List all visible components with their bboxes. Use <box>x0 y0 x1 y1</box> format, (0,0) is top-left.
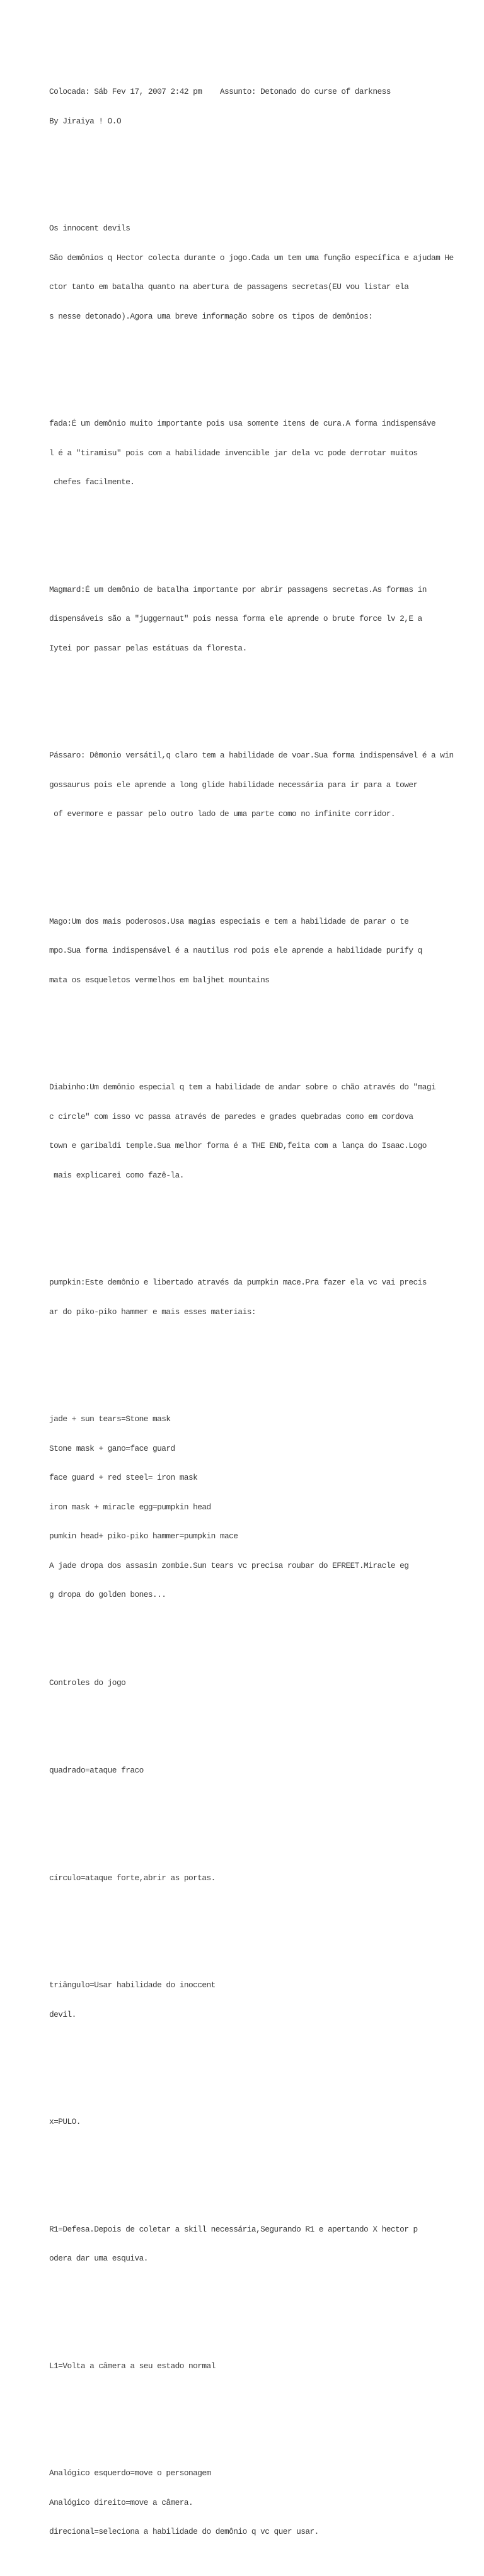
paragraph-line: fada:É um demônio muito importante pois usa somente itens de cura.A forma indispensáve <box>49 419 436 428</box>
control-line: x=PULO. <box>49 2117 81 2126</box>
devil-passaro-paragraph <box>49 731 484 839</box>
paragraph-line: chefes facilmente. <box>49 477 135 487</box>
paragraph-line: c circle" com isso vc passa através de paredes e grades quebradas como em cordova <box>49 1111 413 1121</box>
control-item <box>49 2097 484 2147</box>
recipe-line: iron mask + miracle egg=pumpkin head <box>49 1502 211 1512</box>
control-line: L1=Volta a câmera a seu estado normal <box>49 2361 216 2371</box>
control-line: Analógico esquerdo=move o personagem <box>49 2468 211 2478</box>
recipe-line: face guard + red steel= iron mask <box>49 1473 198 1482</box>
intro-section <box>49 204 484 341</box>
control-item <box>49 1854 484 1903</box>
recipe-line: pumkin head+ piko-piko hammer=pumpkin mace <box>49 1531 238 1541</box>
recipe-line: g dropa do golden bones... <box>49 1590 166 1599</box>
paragraph-line: ar do piko-piko hammer e mais esses materiais: <box>49 1307 256 1317</box>
control-item <box>49 2205 484 2283</box>
control-item <box>49 1961 484 2039</box>
control-line: direcional=seleciona a habilidade do demônio q vc quer usar. <box>49 2527 319 2536</box>
control-line: Analógico direito=move a câmera. <box>49 2497 193 2507</box>
paragraph-line: São demônios q Hector colecta durante o jogo.Cada um tem uma função específica e ajudam He <box>49 252 454 263</box>
post-meta-line: Colocada: Sáb Fev 17, 2007 2:42 pm Assunto: Detonado do curse of darkness <box>49 87 391 96</box>
control-item <box>49 1746 484 1795</box>
control-line: odera dar uma esquiva. <box>49 2254 148 2263</box>
devil-pumpkin-paragraph <box>49 1258 484 1336</box>
paragraph-line: Mago:Um dos mais poderosos.Usa magias especiais e tem a habilidade de parar o te <box>49 916 409 926</box>
post-body <box>49 48 484 2576</box>
recipe-list <box>49 1395 484 1620</box>
devil-magmard-paragraph <box>49 565 484 673</box>
post-header <box>49 67 484 145</box>
recipe-line: A jade dropa dos assasin zombie.Sun tears vc precisa roubar do EFREET.Miracle eg <box>49 1560 409 1570</box>
paragraph-line: l é a "tiramisu" pois com a habilidade invencible jar dela vc pode derrotar muitos <box>49 448 418 458</box>
recipe-line: Stone mask + gano=face guard <box>49 1443 175 1453</box>
recipe-line: jade + sun tears=Stone mask <box>49 1414 171 1424</box>
paragraph-line: Diabinho:Um demônio especial q tem a habilidade de andar sobre o chão através do "magi <box>49 1082 436 1092</box>
paragraph-line: Magmard:É um demônio de batalha importante por abrir passagens secretas.As formas in <box>49 584 427 594</box>
devil-diabinho-paragraph <box>49 1063 484 1200</box>
paragraph-line: town e garibaldi temple.Sua melhor forma é a THE END,feita com a lança do Isaac.Logo <box>49 1141 427 1150</box>
paragraph-line: mpo.Sua forma indispensável é a nautilus rod pois ele aprende a habilidade purify q <box>49 946 422 955</box>
control-line: quadrado=ataque fraco <box>49 1766 144 1775</box>
control-line: triângulo=Usar habilidade do inoccent <box>49 1980 216 1990</box>
paragraph-line: gossaurus pois ele aprende a long glide habilidade necessária para ir para a tower <box>49 780 418 790</box>
control-line: R1=Defesa.Depois de coletar a skill necessária,Segurando R1 e apertando X hector p <box>49 2224 418 2234</box>
paragraph-line: of evermore e passar pelo outro lado de uma parte como no infinite corridor. <box>49 809 395 819</box>
paragraph-line: dispensáveis são a "juggernaut" pois nessa forma ele aprende o brute force lv 2,E a <box>49 614 422 623</box>
control-line: devil. <box>49 2009 76 2019</box>
paragraph-line: mais explicarei como fazê-la. <box>49 1170 184 1180</box>
paragraph-line: s nesse detonado).Agora uma breve informação sobre os tipos de demônios: <box>49 311 373 321</box>
devil-mago-paragraph <box>49 897 484 1005</box>
control-item <box>49 2449 484 2556</box>
control-line: círculo=ataque forte,abrir as portas. <box>49 1873 216 1883</box>
control-item <box>49 2342 484 2391</box>
intro-title: Os innocent devils <box>49 224 130 233</box>
paragraph-line: pumpkin:Este demônio e libertado através da pumpkin mace.Pra fazer ela vc vai precis <box>49 1278 427 1287</box>
post-author-line: By Jiraiya ! O.O <box>49 116 122 126</box>
paragraph-line: Iytei por passar pelas estátuas da floresta. <box>49 643 247 653</box>
devil-fada-paragraph <box>49 399 484 507</box>
paragraph-line: ctor tanto em batalha quanto na abertura de passagens secretas(EU vou listar ela <box>49 282 409 292</box>
paragraph-line: mata os esqueletos vermelhos em baljhet mountains <box>49 975 270 985</box>
controls-title: Controles do jogo <box>49 1677 126 1688</box>
paragraph-line: Pássaro: Dêmonio versátil,q claro tem a habilidade de voar.Sua forma indispensável é a win <box>49 751 454 760</box>
